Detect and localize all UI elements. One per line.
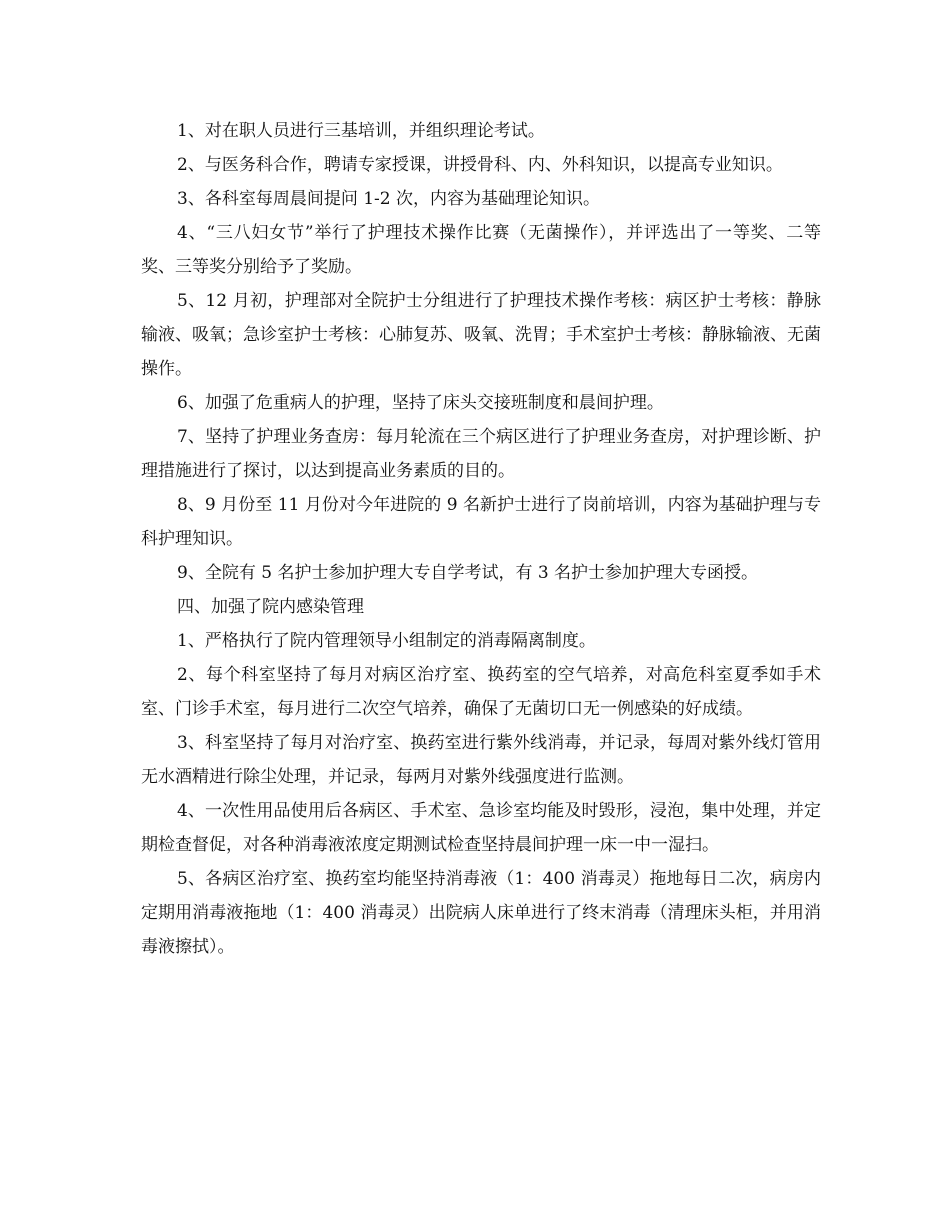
paragraph-13: 4、一次性用品使用后各病区、手术室、急诊室均能及时毁形，浸泡，集中处理，并定期检查督促，对各种消毒液浓度定期测试检查坚持晨间护理一床一中一湿扫。 [141,801,821,855]
paragraph-5: 5、12 月初，护理部对全院护士分组进行了护理技术操作考核：病区护士考核：静脉输液、吸氧；急诊室护士考核：心肺复苏、吸氧、洗胃；手术室护士考核：静脉输液、无菌操作。 [141,291,821,379]
paragraph-14: 5、各病区治疗室、换药室均能坚持消毒液（1：400 消毒灵）拖地每日二次，病房内定期用消毒液拖地（1：400 消毒灵）出院病人床单进行了终末消毒（清理床头柜，并用消毒液擦拭）。 [141,869,821,957]
document-body [141,114,821,964]
paragraph-2: 2、与医务科合作，聘请专家授课，讲授骨科、内、外科知识，以提高专业知识。 [177,155,783,175]
paragraph-1: 1、对在职人员进行三基培训，并组织理论考试。 [177,121,545,141]
paragraph-7: 7、坚持了护理业务查房：每月轮流在三个病区进行了护理业务查房，对护理诊断、护理措施进行了探讨，以达到提高业务素质的目的。 [141,427,821,481]
paragraph-11: 2、每个科室坚持了每月对病区治疗室、换药室的空气培养，对高危科室夏季如手术室、门诊手术室，每月进行二次空气培养，确保了无菌切口无一例感染的好成绩。 [141,665,821,719]
paragraph-9: 9、全院有 5 名护士参加护理大专自学考试，有 3 名护士参加护理大专函授。 [177,563,759,583]
paragraph-12: 3、科室坚持了每月对治疗室、换药室进行紫外线消毒，并记录，每周对紫外线灯管用无水酒精进行除尘处理，并记录，每两月对紫外线强度进行监测。 [141,733,821,787]
paragraph-3: 3、各科室每周晨间提问 1-2 次，内容为基础理论知识。 [177,189,600,209]
paragraph-10: 1、严格执行了院内管理领导小组制定的消毒隔离制度。 [177,631,596,651]
paragraph-4: 4、“三八妇女节”举行了护理技术操作比赛（无菌操作），并评选出了一等奖、二等奖、三等奖分别给予了奖励。 [141,223,821,277]
paragraph-8: 8、9 月份至 11 月份对今年进院的 9 名新护士进行了岗前培训，内容为基础护理与专科护理知识。 [141,495,821,549]
section-heading: 四、加强了院内感染管理 [177,597,364,617]
paragraph-6: 6、加强了危重病人的护理，坚持了床头交接班制度和晨间护理。 [177,393,664,413]
